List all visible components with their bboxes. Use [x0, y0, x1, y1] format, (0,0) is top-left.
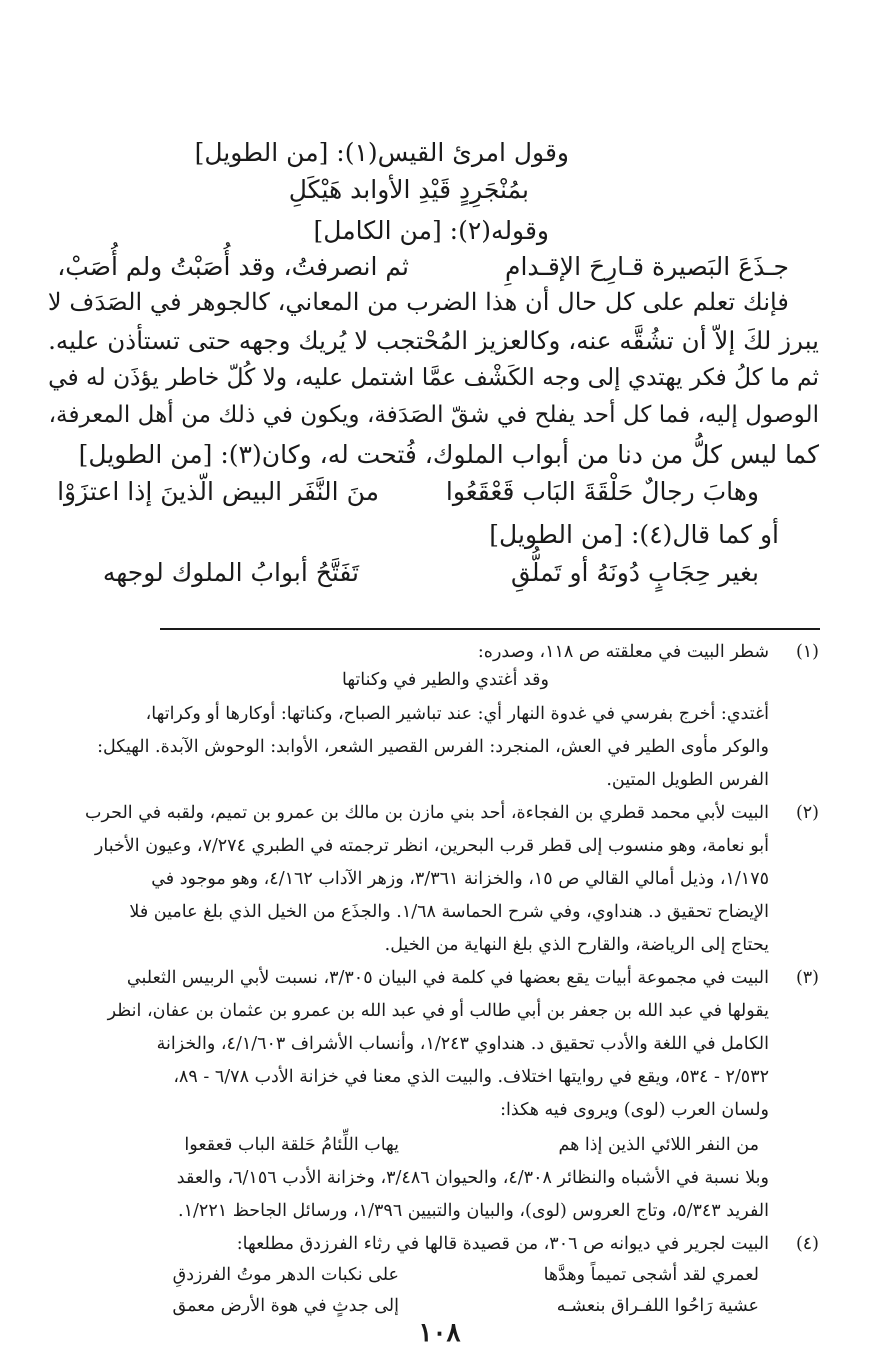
footnote-number: (٤) — [795, 1234, 819, 1254]
footnote-line: يحتاج إلى الرياضة، والقارح الذي بلغ النهاية من الخيل. — [384, 935, 769, 955]
footnote-verse-left: إلى جدثٍ في هوة الأرض معمق — [172, 1296, 399, 1316]
body-line: أو كما قال(٤): [من الطويل] — [489, 520, 779, 549]
footnote-line: الفرس الطويل المتين. — [606, 770, 769, 790]
footnote-line: البيت لأبي محمد قطري بن الفجاءة، أحد بني مازن بن مالك بن عمرو بن تميم، ولقبه في الحرب — [85, 803, 769, 823]
footnote-line: ١/١٧٥، وذيل أمالي القالي ص ١٥، والخزانة ٣/٣٦١، وزهر الآداب ٤/١٦٢، وهو موجود في — [151, 869, 769, 889]
footnote-line: والوكر مأوى الطير في العش، المنجرد: الفرس القصير الشعر، الأوابد: الوحوش الآبدة. الهيكل: — [97, 737, 769, 757]
footnote-line: شطر البيت في معلقته ص ١١٨، وصدره: — [477, 642, 769, 662]
body-line: وقوله(٢): [من الكامل] — [313, 216, 549, 245]
footnote-number: (١) — [795, 642, 819, 662]
body-line: يبرز لكَ إلاّ أن تشُقَّه عنه، وكالعزيز المُحْتجب لا يُريك وجهه حتى تستأذن عليه. — [48, 326, 819, 355]
footnote-verse-right: لعمري لقد أشجى تميماً وهدَّها — [543, 1265, 759, 1285]
footnote-line: يقولها في عبد الله بن جعفر بن أبي طالب أو في عبد الله بن عمرو بن عثمان بن عفان، انظر — [107, 1001, 769, 1021]
body-line: فإنك تعلم على كل حال أن هذا الضرب من المعاني، كالجوهر في الصَدَف لا — [47, 288, 789, 316]
footnote-line: الكامل في اللغة والأدب تحقيق د. هنداوي ١/٢٤٣، وأنساب الأشراف ٤/١/٦٠٣، والخزانة — [156, 1034, 769, 1054]
footnote-line: الفريد ٥/٣٤٣، وتاج العروس (لوى)، والبيان والتبيين ١/٣٩٦، ورسائل الجاحظ ١/٢٢١. — [178, 1201, 769, 1221]
verse-left-hemistich: جـذَعَ البَصيرة قـارِحَ الإقـدامِ — [504, 252, 789, 281]
footnote-line: البيت في مجموعة أبيات يقع بعضها في كلمة في البيان ٣/٣٠٥، نسبت لأبي الربيس الثعلبي — [126, 968, 769, 988]
footnote-verse: وقد أغتدي والطير في وكناتها — [342, 670, 549, 690]
footnote-verse-left: يهاب اللِّئامُ حَلقة الباب قعقعوا — [184, 1135, 399, 1155]
footnote-verse-left: على نكبات الدهر موتُ الفرزدقِ — [172, 1265, 399, 1285]
page-number: ١٠٨ — [418, 1318, 461, 1348]
body-line: الوصول إليه، فما كل أحد يفلح في شقّ الصَدَفة، ويكون في ذلك من أهل المعرفة، — [48, 402, 819, 428]
footnote-line: وبلا نسبة في الأشباه والنظائر ٤/٣٠٨، والحيوان ٣/٤٨٦، وخزانة الأدب ٦/١٥٦، والعقد — [176, 1168, 769, 1188]
footnote-verse-right: عشية رَاحُوا اللفـراق بنعشـه — [556, 1296, 759, 1316]
footnote-line: أبو نعامة، وهو منسوب إلى قطر قرب البحرين، انظر ترجمته في الطبري ٧/٢٧٤، وعيون الأخبار — [94, 836, 769, 856]
verse-right-hemistich: منَ النَّفَر البيض الّذينَ إذا اعتزَوْا — [57, 477, 379, 506]
verse-left-hemistich: وهابَ رجالٌ حَلْقَةَ البَاب قَعْقَعُوا — [445, 477, 759, 506]
footnote-line: أغتدي: أخرج بفرسي في غدوة النهار أي: عند تباشير الصباح، وكناتها: أوكارها أو وكراتها، — [145, 704, 769, 724]
verse-right-hemistich: ثم انصرفتُ، وقد أُصَبْتُ ولم أُصَبْ، — [57, 252, 409, 281]
footnote-line: ٢/٥٣٢ - ٥٣٤، ويقع في روايتها اختلاف. والبيت الذي معنا في خزانة الأدب ٦/٧٨ - ٨٩، — [173, 1067, 769, 1087]
footnote-verse-right: من النفر اللائي الذين إذا هم — [558, 1135, 759, 1155]
footnote-line: الإيضاح تحقيق د. هنداوي، وفي شرح الحماسة ١/٦٨. والجذَع من الخيل الذي بلغ عامين فلا — [129, 902, 769, 922]
verse-right-hemistich: تَفَتَّحُ أبوابُ الملوك لوجهه — [102, 558, 359, 587]
body-line: وقول امرئ القيس(١): [من الطويل] — [194, 138, 569, 167]
footnote-line: البيت لجرير في ديوانه ص ٣٠٦، من قصيدة قالها في رثاء الفرزدق مطلعها: — [236, 1234, 769, 1254]
verse-left-hemistich: بغير حِجَابٍ دُونَهُ أو تَملُّقِ — [510, 558, 759, 587]
footnote-separator — [160, 628, 820, 630]
body-line: كما ليس كلُّ من دنا من أبواب الملوك، فُتحت له، وكان(٣): [من الطويل] — [78, 440, 819, 469]
footnote-number: (٢) — [795, 803, 819, 823]
footnote-line: ولسان العرب (لوى) ويروى فيه هكذا: — [500, 1100, 769, 1120]
footnote-number: (٣) — [795, 968, 819, 988]
body-line: ثم ما كلُ فكر يهتدي إلى وجه الكَشْف عمَّا اشتمل عليه، ولا كُلّ خاطر يؤذَن له في — [48, 364, 819, 391]
verse-hemistich: بمُنْجَرِدٍ قَيْدِ الأوابد هَيْكَلِ — [288, 175, 529, 204]
